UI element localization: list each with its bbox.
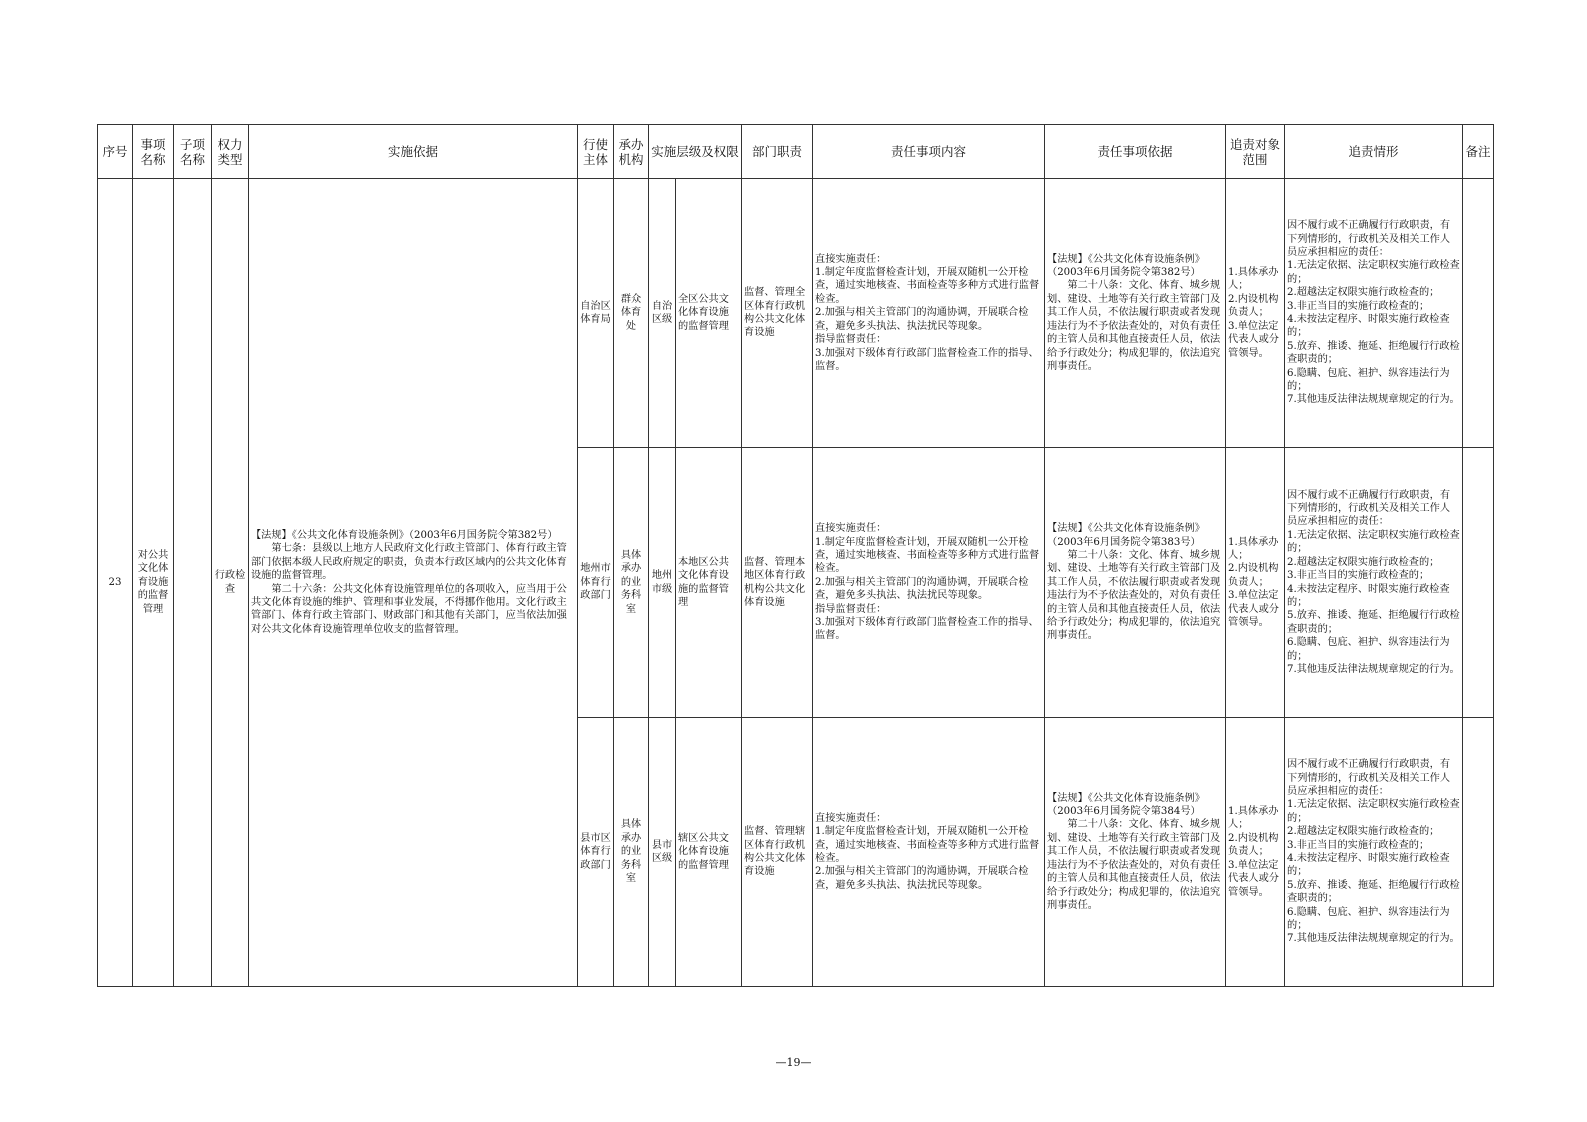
sub-situation: 因不履行或不正确履行行政职责，有下列情形的，行政机关及相关工作人员应承担相应的责任： 1.无法定依据、法定职权实施行政检查的； 2.超越法定权限实施行政检查的； 3.非正当目的实施行政检查的； 4.未按法定程序、时限实施行政检查的； 5.放弃、推诿、拖延、拒绝履行行政检查职责的； 6.隐瞒、包庇、袒护、纵容违法行为的； 7.其他违反法律法规规章规定的行为。	[1285, 718, 1463, 987]
header-org: 承办机构	[614, 125, 649, 179]
sub-org: 群众体育处	[614, 179, 649, 448]
sub-authority: 全区公共文化体育设施的监督管理	[676, 179, 742, 448]
header-seq: 序号	[98, 125, 133, 179]
header-sub-name: 子项名称	[174, 125, 212, 179]
basis-article-26: 第二十六条：公共文化体育设施管理单位的各项收入，应当用于公共文化体育设施的维护、管理和事业发展，不得挪作他用。文化行政主管部门、体育行政主管部门、财政部门和其他有关部门，应当依法加强对公共文化体育设施管理单位收支的监督管理。	[251, 583, 567, 635]
sub-resp-content: 直接实施责任： 1.制定年度监督检查计划，开展双随机一公开检查，通过实地核查、书面检查等多种方式进行监督检查。 2.加强与相关主管部门的沟通协调，开展联合检查，避免多头执法、执法扰民等现象。 指导监督责任： 3.加强对下级体育行政部门监督检查工作的指导、监督。	[813, 448, 1045, 718]
header-row	[98, 125, 1494, 179]
header-duty: 部门职责	[742, 125, 813, 179]
sub-resp-content: 直接实施责任： 1.制定年度监督检查计划，开展双随机一公开检查，通过实地核查、书面检查等多种方式进行监督检查。 2.加强与相关主管部门的沟通协调，开展联合检查，避免多头执法、执法扰民等现象。 指导监督责任： 3.加强对下级体育行政部门监督检查工作的指导、监督。	[813, 179, 1045, 448]
sub-subject: 地州市体育行政部门	[578, 448, 614, 718]
basis-title: 【法规】《公共文化体育设施条例》（2003年6月国务院令第382号）	[251, 529, 558, 541]
sub-situation: 因不履行或不正确履行行政职责，有下列情形的，行政机关及相关工作人员应承担相应的责任： 1.无法定依据、法定职权实施行政检查的； 2.超越法定权限实施行政检查的； 3.非正当目的实施行政检查的； 4.未按法定程序、时限实施行政检查的； 5.放弃、推诿、拖延、拒绝履行行政检查职责的； 6.隐瞒、包庇、袒护、纵容违法行为的； 7.其他违反法律法规规章规定的行为。	[1285, 448, 1463, 718]
header-power-type: 权力类型	[212, 125, 249, 179]
sub-resp-basis	[1045, 718, 1226, 987]
sub-remark	[1463, 448, 1494, 718]
header-remark: 备注	[1463, 125, 1494, 179]
header-target: 追责对象范围	[1226, 125, 1285, 179]
header-resp-content: 责任事项内容	[813, 125, 1045, 179]
sub-level: 自治区级	[649, 179, 676, 448]
resp-basis-article: 第二十八条：文化、体育、城乡规划、建设、土地等有关行政主管部门及其工作人员，不依法履行职责或者发现违法行为不予依法查处的，对负有责任的主管人员和其他直接责任人员，依法给予行政处分；构成犯罪的，依法追究刑事责任。	[1047, 819, 1221, 911]
basis-article-7: 第七条：县级以上地方人民政府文化行政主管部门、体育行政主管部门依据本级人民政府规定的职责，负责本行政区域内的公共文化体育设施的监督管理。	[251, 543, 567, 582]
header-item-name: 事项名称	[133, 125, 174, 179]
header-subject: 行使主体	[578, 125, 614, 179]
sub-remark	[1463, 718, 1494, 987]
page-number: —19—	[775, 1056, 812, 1069]
resp-basis-article: 第二十八条：文化、体育、城乡规划、建设、土地等有关行政主管部门及其工作人员，不依法履行职责或者发现违法行为不予依法查处的，对负有责任的主管人员和其他直接责任人员，依法给予行政处分；构成犯罪的，依法追究刑事责任。	[1047, 280, 1221, 372]
sub-org: 具体承办的业务科室	[614, 718, 649, 987]
row-item-name: 对公共文化体育设施的监督管理	[133, 179, 174, 987]
sub-target: 1.具体承办人； 2.内设机构负责人； 3.单位法定代表人或分管领导。	[1226, 718, 1285, 987]
sub-level: 县市区级	[649, 718, 676, 987]
header-resp-basis: 责任事项依据	[1045, 125, 1226, 179]
sub-duty: 监督、管理本地区体育行政机构公共文化体育设施	[742, 448, 813, 718]
sub-duty: 监督、管理辖区体育行政机构公共文化体育设施	[742, 718, 813, 987]
row-seq: 23	[98, 179, 133, 987]
sub-org: 具体承办的业务科室	[614, 448, 649, 718]
resp-basis-title: 【法规】《公共文化体育设施条例》（2003年6月国务院令第383号）	[1047, 523, 1205, 548]
sub-duty: 监督、管理全区体育行政机构公共文化体育设施	[742, 179, 813, 448]
row-power-type: 行政检查	[212, 179, 249, 987]
sub-remark	[1463, 179, 1494, 448]
header-basis: 实施依据	[249, 125, 578, 179]
resp-basis-title: 【法规】《公共文化体育设施条例》（2003年6月国务院令第384号）	[1047, 792, 1205, 818]
sub-subject: 自治区体育局	[578, 179, 614, 448]
sub-level: 地州市级	[649, 448, 676, 718]
header-situation: 追责情形	[1285, 125, 1463, 179]
sub-target: 1.具体承办人； 2.内设机构负责人； 3.单位法定代表人或分管领导。	[1226, 448, 1285, 718]
sub-resp-basis	[1045, 179, 1226, 448]
table-row	[98, 179, 1494, 448]
row-basis	[249, 179, 578, 987]
sub-resp-basis	[1045, 448, 1226, 718]
sub-authority: 本地区公共文化体育设施的监督管理	[676, 448, 742, 718]
sub-authority: 辖区公共文化体育设施的监督管理	[676, 718, 742, 987]
sub-subject: 县市区体育行政部门	[578, 718, 614, 987]
responsibility-table	[97, 124, 1494, 987]
resp-basis-title: 【法规】《公共文化体育设施条例》（2003年6月国务院令第382号）	[1047, 253, 1205, 279]
sub-situation: 因不履行或不正确履行行政职责，有下列情形的，行政机关及相关工作人员应承担相应的责任： 1.无法定依据、法定职权实施行政检查的； 2.超越法定权限实施行政检查的； 3.非正当目的实施行政检查的； 4.未按法定程序、时限实施行政检查的； 5.放弃、推诿、拖延、拒绝履行行政检查职责的； 6.隐瞒、包庇、袒护、纵容违法行为的； 7.其他违反法律法规规章规定的行为。	[1285, 179, 1463, 448]
row-sub-name	[174, 179, 212, 987]
sub-target: 1.具体承办人； 2.内设机构负责人； 3.单位法定代表人或分管领导。	[1226, 179, 1285, 448]
sub-resp-content: 直接实施责任： 1.制定年度监督检查计划，开展双随机一公开检查，通过实地核查、书面检查等多种方式进行监督检查。 2.加强与相关主管部门的沟通协调，开展联合检查，避免多头执法、执法扰民等现象。	[813, 718, 1045, 987]
resp-basis-article: 第二十八条：文化、体育、城乡规划、建设、土地等有关行政主管部门及其工作人员，不依法履行职责或者发现违法行为不予依法查处的，对负有责任的主管人员和其他直接责任人员，依法给予行政处分；构成犯罪的，依法追究刑事责任。	[1047, 549, 1221, 642]
header-level: 实施层级及权限	[649, 125, 742, 179]
